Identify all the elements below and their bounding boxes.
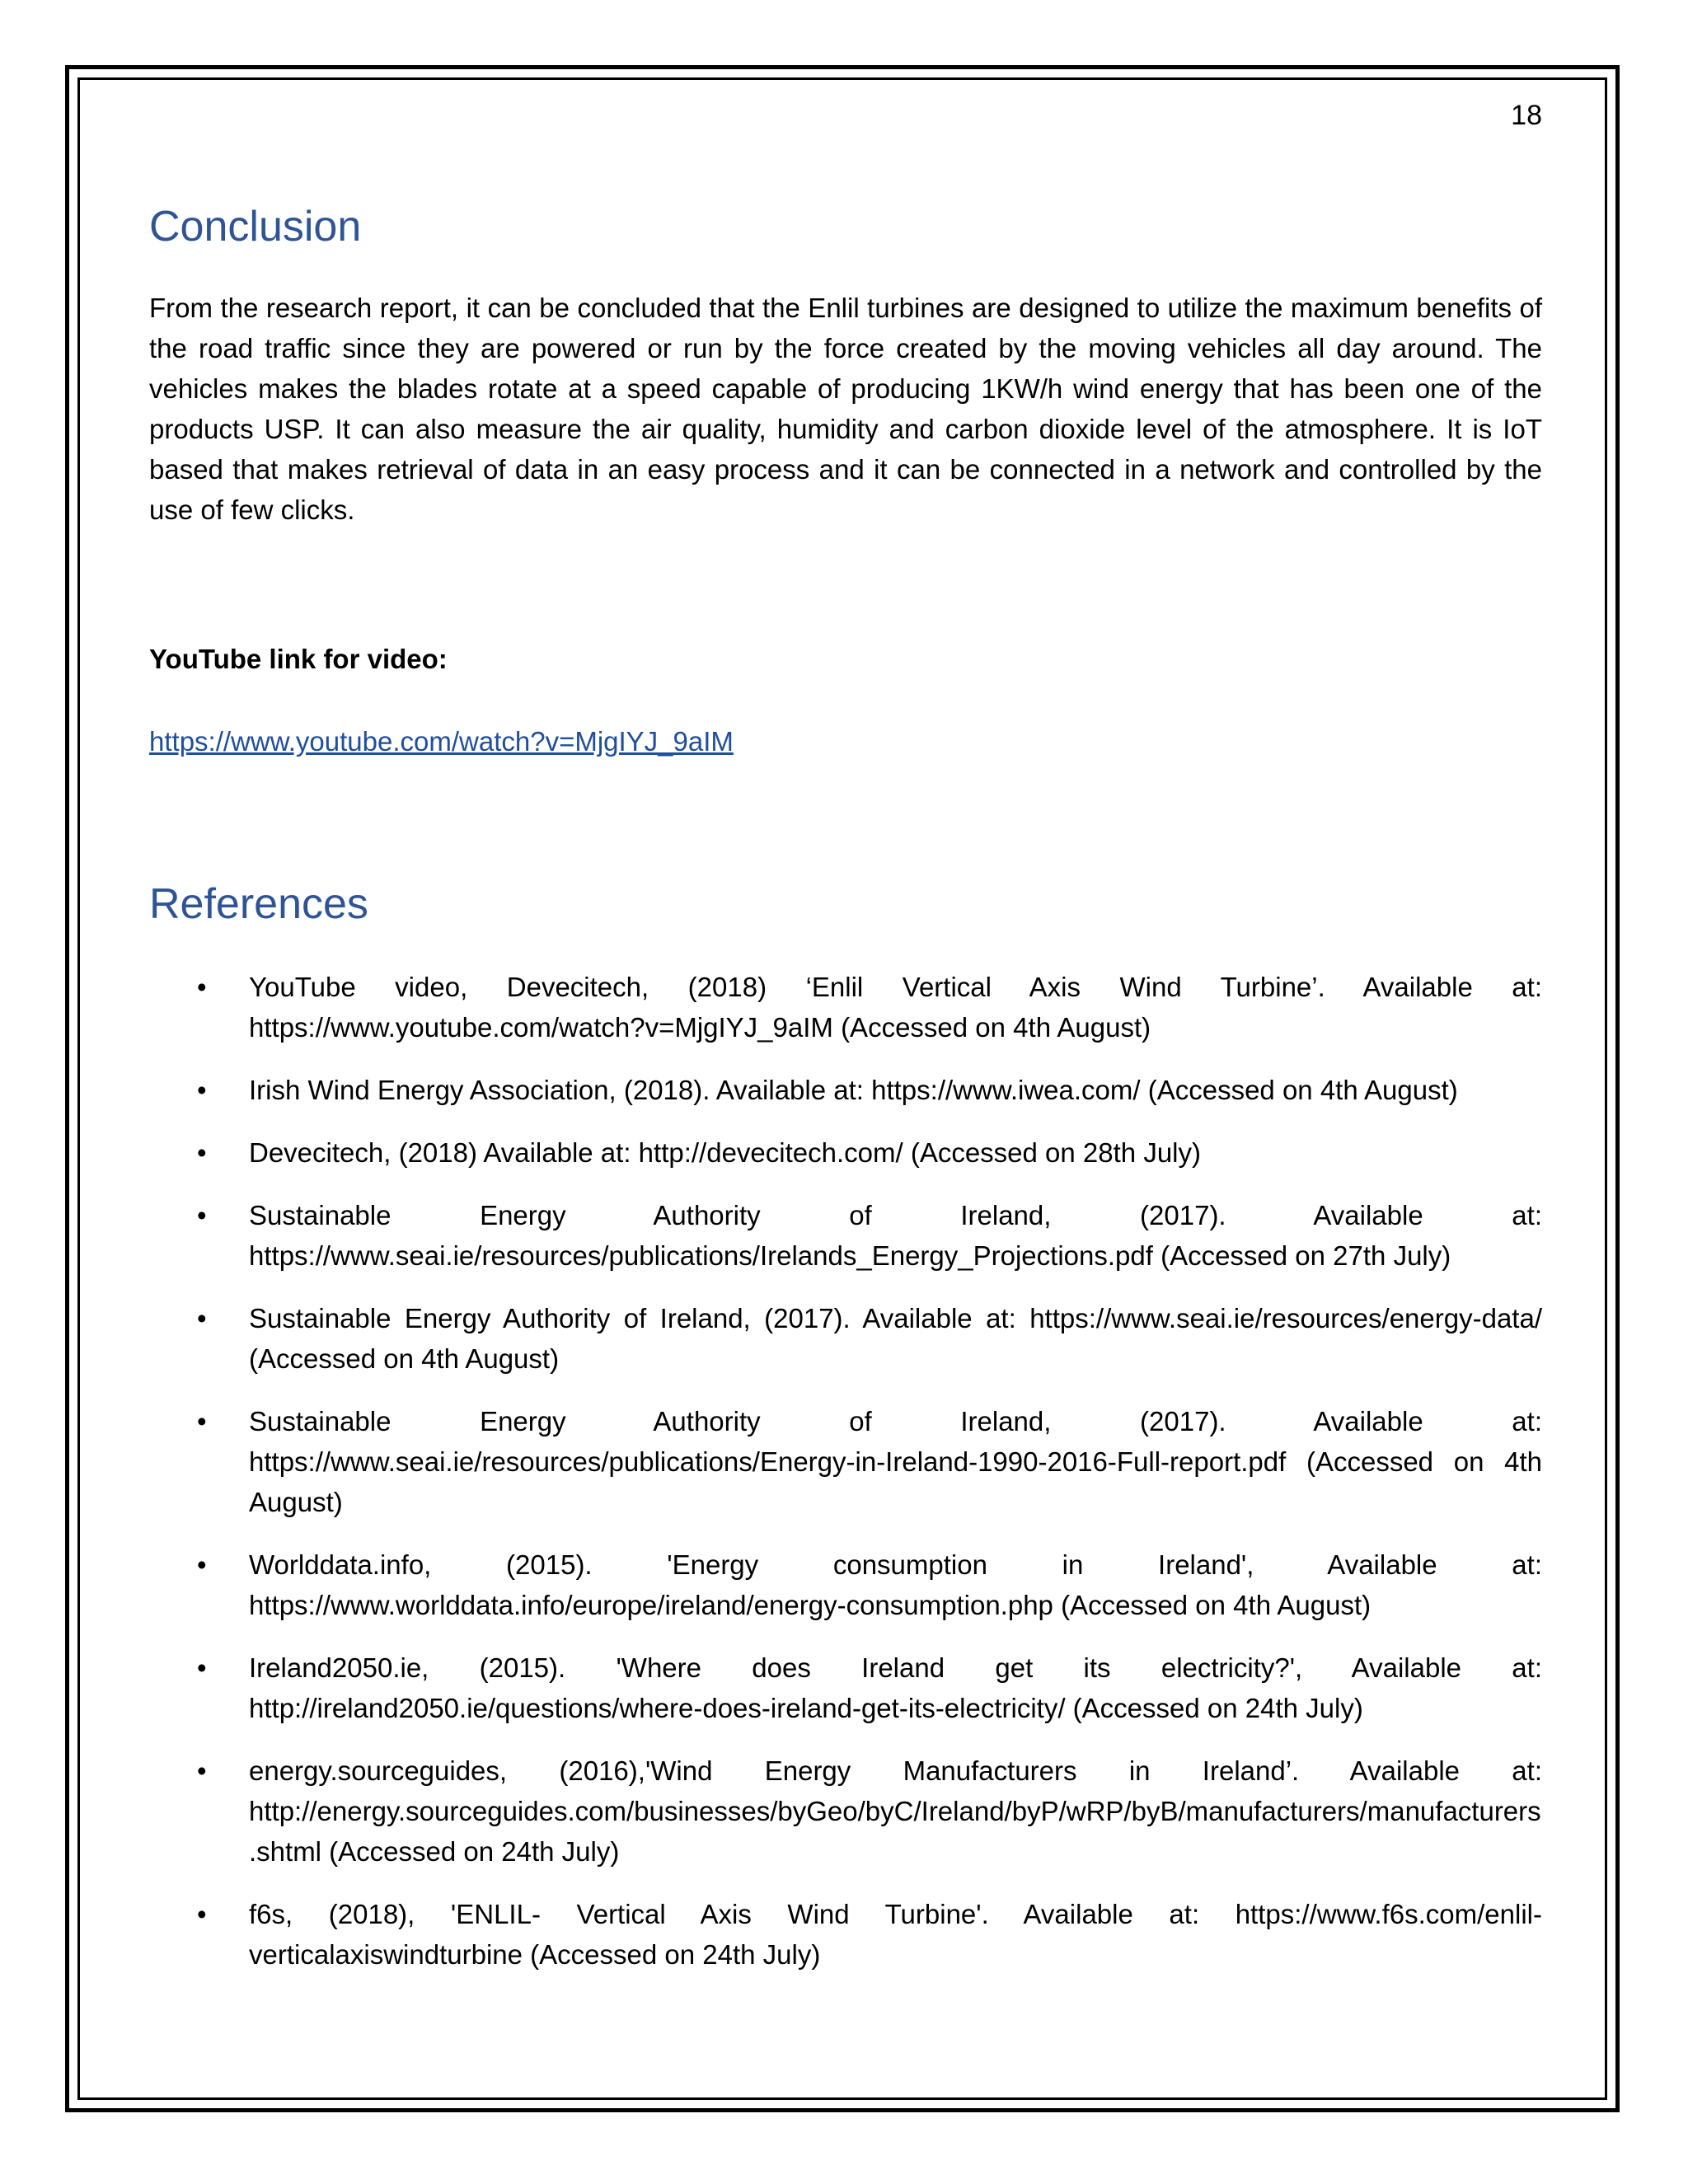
bullet-icon: • (197, 972, 207, 1002)
references-list (149, 967, 1542, 1997)
reference-text: Sustainable Energy Authority of Ireland, (2017). Available at: https://www.seai.ie/resources/publications/Energy-in-Ireland-1990-2016-Full-report.pdf (Accessed on 4th August) (249, 1406, 1542, 1517)
reference-item (149, 1070, 1542, 1110)
reference-item (149, 1401, 1542, 1522)
bullet-icon: • (197, 1755, 207, 1786)
youtube-link-label: YouTube link for video: (149, 644, 448, 674)
bullet-icon: • (197, 1200, 207, 1230)
bullet-icon: • (197, 1406, 207, 1436)
reference-text: Irish Wind Energy Association, (2018). Available at: https://www.iwea.com/ (Accessed on 4th August) (249, 1075, 1458, 1105)
reference-text: Devecitech, (2018) Available at: http://devecitech.com/ (Accessed on 28th July) (249, 1137, 1201, 1168)
bullet-icon: • (197, 1652, 207, 1683)
bullet-icon: • (197, 1899, 207, 1929)
reference-item (149, 1750, 1542, 1872)
conclusion-heading: Conclusion (149, 203, 362, 251)
bullet-icon: • (197, 1549, 207, 1580)
reference-text: energy.sourceguides, (2016),'Wind Energy Manufacturers in Ireland’. Available at: http://energy.sourceguides.com/businesses/byGeo/byC/Ireland/byP/wRP/byB/manufacturers/manufacturers.shtml (Accessed on 24th July) (249, 1755, 1542, 1867)
reference-text: Worlddata.info, (2015). 'Energy consumption in Ireland', Available at: https://www.worlddata.info/europe/ireland/energy-consumption.php (Accessed on 4th August) (249, 1549, 1542, 1620)
reference-text: f6s, (2018), 'ENLIL- Vertical Axis Wind Turbine'. Available at: https://www.f6s.com/enlil-verticalaxiswindturbine (Accessed on 24th July) (249, 1899, 1542, 1970)
reference-text: YouTube video, Devecitech, (2018) ‘Enlil Vertical Axis Wind Turbine’. Available at: https://www.youtube.com/watch?v=MjgIYJ_9aIM (Accessed on 4th August) (249, 972, 1542, 1043)
reference-text: Sustainable Energy Authority of Ireland, (2017). Available at: https://www.seai.ie/resources/energy-data/ (Accessed on 4th August) (249, 1303, 1542, 1374)
youtube-video-link[interactable]: https://www.youtube.com/watch?v=MjgIYJ_9aIM (149, 726, 734, 757)
bullet-icon: • (197, 1137, 207, 1168)
reference-item (149, 1195, 1542, 1276)
reference-text: Ireland2050.ie, (2015). 'Where does Ireland get its electricity?', Available at: http://ireland2050.ie/questions/where-does-ireland-get-its-electricity/ (Accessed on 24th July) (249, 1652, 1542, 1723)
reference-item (149, 1894, 1542, 1975)
reference-item (149, 1132, 1542, 1173)
reference-item (149, 1544, 1542, 1625)
reference-item (149, 1298, 1542, 1379)
reference-item (149, 1647, 1542, 1728)
bullet-icon: • (197, 1303, 207, 1333)
page-number: 18 (1511, 100, 1542, 131)
references-heading: References (149, 880, 368, 928)
bullet-icon: • (197, 1075, 207, 1105)
reference-text: Sustainable Energy Authority of Ireland, (2017). Available at: https://www.seai.ie/resources/publications/Irelands_Energy_Projections.pdf (Accessed on 27th July) (249, 1200, 1542, 1271)
reference-item (149, 967, 1542, 1047)
conclusion-paragraph: From the research report, it can be concluded that the Enlil turbines are designed to utilize the maximum benefits of the road traffic since they are powered or run by the force created by the moving vehicles all day around. The vehicles makes the blades rotate at a speed capable of producing 1KW/h wind energy that has been one of the products USP. It can also measure the air quality, humidity and carbon dioxide level of the atmosphere. It is IoT based that makes retrieval of data in an easy process and it can be connected in a network and controlled by the use of few clicks. (149, 293, 1542, 525)
